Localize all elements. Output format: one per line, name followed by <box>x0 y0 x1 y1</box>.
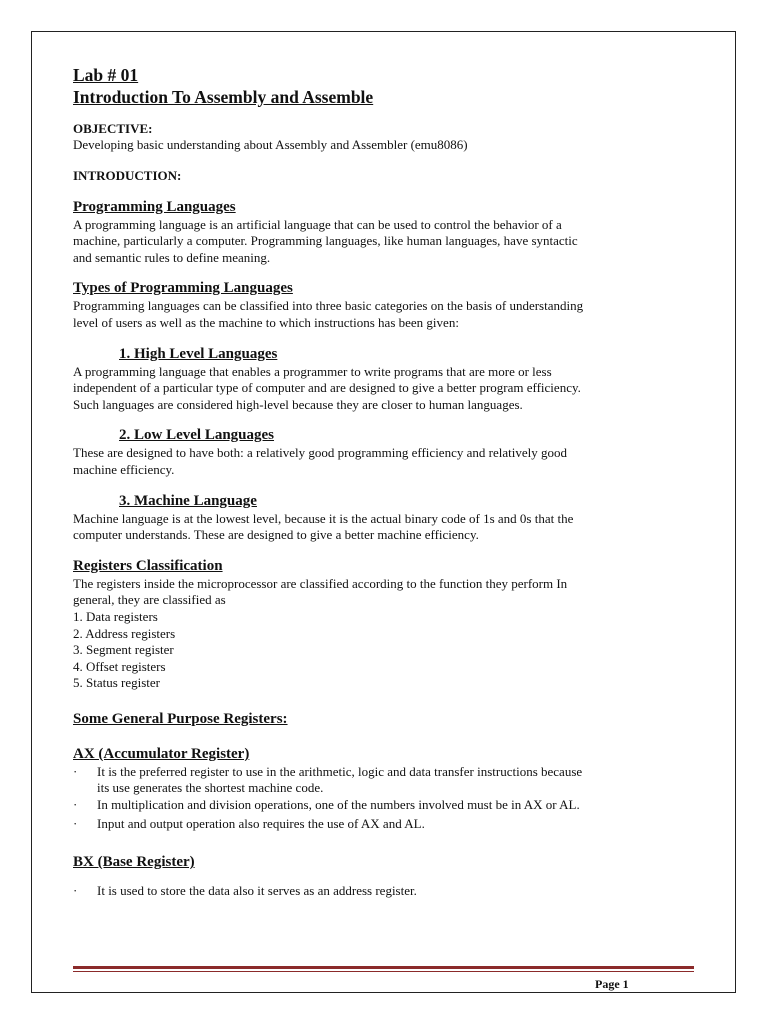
objective-label: OBJECTIVE: <box>73 121 153 136</box>
footer-rule-thin <box>73 971 694 972</box>
programming-languages-heading: Programming Languages <box>73 198 236 215</box>
low-level-heading: 2. Low Level Languages <box>119 427 275 444</box>
types-text <box>73 298 693 331</box>
registers-list <box>73 609 693 692</box>
high-level-text <box>73 364 693 414</box>
general-purpose-heading: Some General Purpose Registers: <box>73 710 288 727</box>
text-line: Such languages are considered high-level because they are closer to human languages. <box>73 396 523 412</box>
ax-heading: AX (Accumulator Register) <box>73 745 250 762</box>
bx-bullets <box>73 883 693 900</box>
list-item <box>73 883 693 900</box>
bullet-icon: · <box>73 883 78 899</box>
registers-heading: Registers Classification <box>73 557 223 574</box>
text-line: computer understands. These are designed to give a better machine efficiency. <box>73 527 479 543</box>
text-line: The registers inside the microprocessor are classified according to the function they perform In <box>73 575 568 591</box>
text-line: In multiplication and division operations, one of the numbers involved must be in AX or AL. <box>97 797 580 813</box>
text-line: and semantic rules to define meaning. <box>73 249 271 265</box>
list-item <box>73 764 693 797</box>
list-item: 3. Segment register <box>73 642 174 658</box>
text-line: machine efficiency. <box>73 461 175 477</box>
programming-languages-text <box>73 217 693 267</box>
list-item: 5. Status register <box>73 675 161 691</box>
text-line: its use generates the shortest machine code. <box>97 780 324 796</box>
text-line: It is used to store the data also it serves as an address register. <box>97 883 417 899</box>
text-line: independent of a particular type of computer and are designed to give a better program efficiency. <box>73 380 581 396</box>
text-line: A programming language is an artificial language that can be used to control the behavior of a <box>73 216 562 232</box>
document-body <box>73 64 693 900</box>
low-level-text <box>73 445 693 478</box>
introduction-label: INTRODUCTION: <box>73 167 182 183</box>
text-line: A programming language that enables a programmer to write programs that are more or less <box>73 363 552 379</box>
list-item <box>73 797 693 814</box>
types-heading: Types of Programming Languages <box>73 280 293 297</box>
text-line: It is the preferred register to use in the arithmetic, logic and data transfer instructions because <box>97 763 583 779</box>
lab-number: Lab # 01 <box>73 65 139 85</box>
document-title: Introduction To Assembly and Assemble <box>73 87 374 107</box>
list-item: 4. Offset registers <box>73 658 166 674</box>
text-line: Input and output operation also requires the use of AX and AL. <box>97 815 425 831</box>
bx-heading: BX (Base Register) <box>73 854 195 871</box>
list-item <box>73 816 693 833</box>
page-number: Page 1 <box>595 977 629 991</box>
text-line: Machine language is at the lowest level, because it is the actual binary code of 1s and 0s that the <box>73 510 574 526</box>
text-line: level of users as well as the machine to which instructions has been given: <box>73 314 459 330</box>
machine-language-heading: 3. Machine Language <box>119 492 257 509</box>
ax-bullets <box>73 764 693 832</box>
footer-rule <box>73 966 694 969</box>
registers-text <box>73 576 693 609</box>
text-line: general, they are classified as <box>73 592 226 608</box>
bullet-icon: · <box>73 797 78 813</box>
list-item: 1. Data registers <box>73 608 158 624</box>
text-line: Programming languages can be classified into three basic categories on the basis of understanding <box>73 298 584 314</box>
bullet-icon: · <box>73 763 78 779</box>
text-line: machine, particularly a computer. Programming languages, like human languages, have syntactic <box>73 233 578 249</box>
machine-language-text <box>73 511 693 544</box>
objective-text: Developing basic understanding about Assembly and Assembler (emu8086) <box>73 137 468 152</box>
list-item: 2. Address registers <box>73 625 176 641</box>
high-level-heading: 1. High Level Languages <box>119 345 278 362</box>
text-line: These are designed to have both: a relatively good programming efficiency and relatively good <box>73 445 567 461</box>
bullet-icon: · <box>73 815 78 831</box>
